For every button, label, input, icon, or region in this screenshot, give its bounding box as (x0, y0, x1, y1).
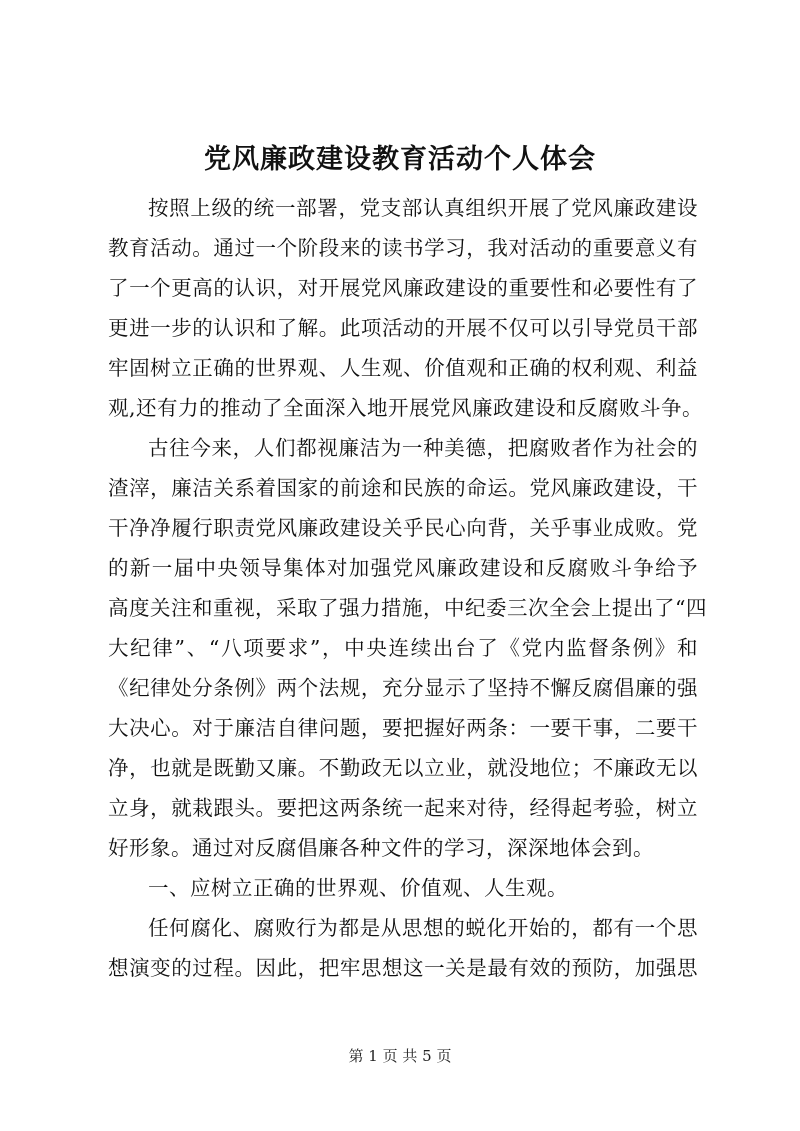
document-body (108, 188, 707, 988)
paragraph-line: 任何腐化、腐败行为都是从思想的蜕化开始的，都有一个思 (148, 916, 698, 940)
paragraph-3 (108, 908, 698, 988)
page-number-footer: 第 1 页 共 5 页 (348, 1047, 452, 1065)
paragraph-line: 观,还有力的推动了全面深入地开展党风廉政建设和反腐败斗争。 (108, 396, 704, 420)
paragraph-line: 大决心。对于廉洁自律问题，要把握好两条：一要干事，二要干 (108, 716, 698, 740)
paragraph-line: 渣滓，廉洁关系着国家的前途和民族的命运。党风廉政建设，干 (108, 476, 698, 500)
paragraph-line: 的新一届中央领导集体对加强党风廉政建设和反腐败斗争给予 (108, 556, 698, 580)
paragraph-1 (108, 188, 704, 428)
section-heading (108, 868, 698, 908)
paragraph-line: 按照上级的统一部署，党支部认真组织开展了党风廉政建设 (148, 196, 698, 220)
document-title: 党风廉政建设教育活动个人体会 (204, 144, 596, 175)
section-heading-text: 一、应树立正确的世界观、价值观、人生观。 (148, 876, 568, 900)
paragraph-line: 好形象。通过对反腐倡廉各种文件的学习，深深地体会到。 (108, 836, 654, 860)
paragraph-line: 了一个更高的认识，对开展党风廉政建设的重要性和必要性有了 (108, 276, 698, 300)
paragraph-line: 《纪律处分条例》两个法规，充分显示了坚持不懈反腐倡廉的强 (108, 676, 698, 700)
paragraph-line: 古往今来，人们都视廉洁为一种美德，把腐败者作为社会的 (148, 436, 698, 460)
paragraph-line: 净，也就是既勤又廉。不勤政无以立业，就没地位；不廉政无以 (108, 756, 698, 780)
paragraph-line: 立身，就栽跟头。要把这两条统一起来对待，经得起考验，树立 (108, 796, 698, 820)
paragraph-line: 大纪律”、“八项要求”，中央连续出台了《党内监督条例》和 (108, 636, 698, 660)
paragraph-line: 干净净履行职责党风廉政建设关乎民心向背，关乎事业成败。党 (108, 516, 698, 540)
paragraph-line: 牢固树立正确的世界观、人生观、价值观和正确的权利观、利益 (108, 356, 698, 380)
paragraph-line: 更进一步的认识和了解。此项活动的开展不仅可以引导党员干部 (108, 316, 698, 340)
paragraph-line: 教育活动。通过一个阶段来的读书学习，我对活动的重要意义有 (108, 236, 698, 260)
paragraph-line: 想演变的过程。因此，把牢思想这一关是最有效的预防，加强思 (108, 956, 698, 980)
paragraph-2 (108, 428, 707, 868)
paragraph-line: 高度关注和重视，采取了强力措施，中纪委三次全会上提出了“四 (108, 596, 707, 620)
